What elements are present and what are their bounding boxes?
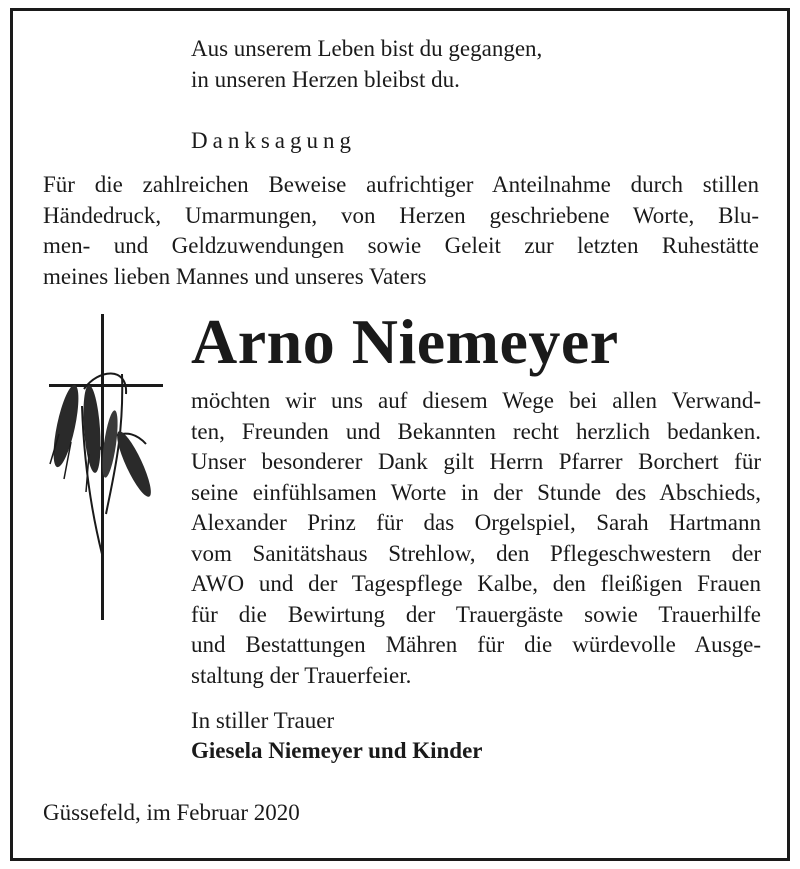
closing-phrase: In stiller Trauer [191,708,335,733]
heading: Danksagung [191,128,356,153]
body-line: und Bestattungen Mähren für die würdevolle Ausge- [191,632,761,657]
body-line: vom Sanitätshaus Strehlow, den Pflegeschwestern der [191,540,761,566]
body-line: seine einfühlsamen Worte in der Stunde des Abschieds, [191,479,761,505]
body-line: für die Bewirtung der Trauergäste sowie Trauerhilfe [191,601,761,627]
cross-with-wheat-icon [44,314,168,620]
body-line: AWO und der Tagespflege Kalbe, den fleißigen Frauen [191,571,761,596]
intro-line: Händedruck, Umarmungen, von Herzen geschriebene Worte, Blu- [43,202,759,228]
deceased-name: Arno Niemeyer [191,306,619,377]
intro-paragraph [43,170,759,292]
motto-line: in unseren Herzen bleibst du. [191,66,460,92]
body-line: möchten wir uns auf diesem Wege bei allen Verwand- [191,388,761,413]
intro-line: men- und Geldzuwendungen sowie Geleit zur letzten Ruhestätte [43,233,759,258]
body-paragraph [191,386,761,691]
intro-line: Für die zahlreichen Beweise aufrichtiger Anteilnahme durch stillen [43,172,759,197]
place-date: Güssefeld, im Februar 2020 [43,800,300,825]
motto-line: Aus unserem Leben bist du gegangen, [191,36,543,61]
motto [191,34,542,95]
body-line: staltung der Trauerfeier. [191,662,412,688]
body-line: ten, Freunden und Bekannten recht herzlich bedanken. [191,418,761,444]
body-line: Alexander Prinz für das Orgelspiel, Sarah Hartmann [191,510,761,535]
body-line: Unser besonderer Dank gilt Herrn Pfarrer Borchert für [191,449,761,474]
signers: Giesela Niemeyer und Kinder [191,738,483,763]
intro-line: meines lieben Mannes und unseres Vaters [43,263,427,289]
